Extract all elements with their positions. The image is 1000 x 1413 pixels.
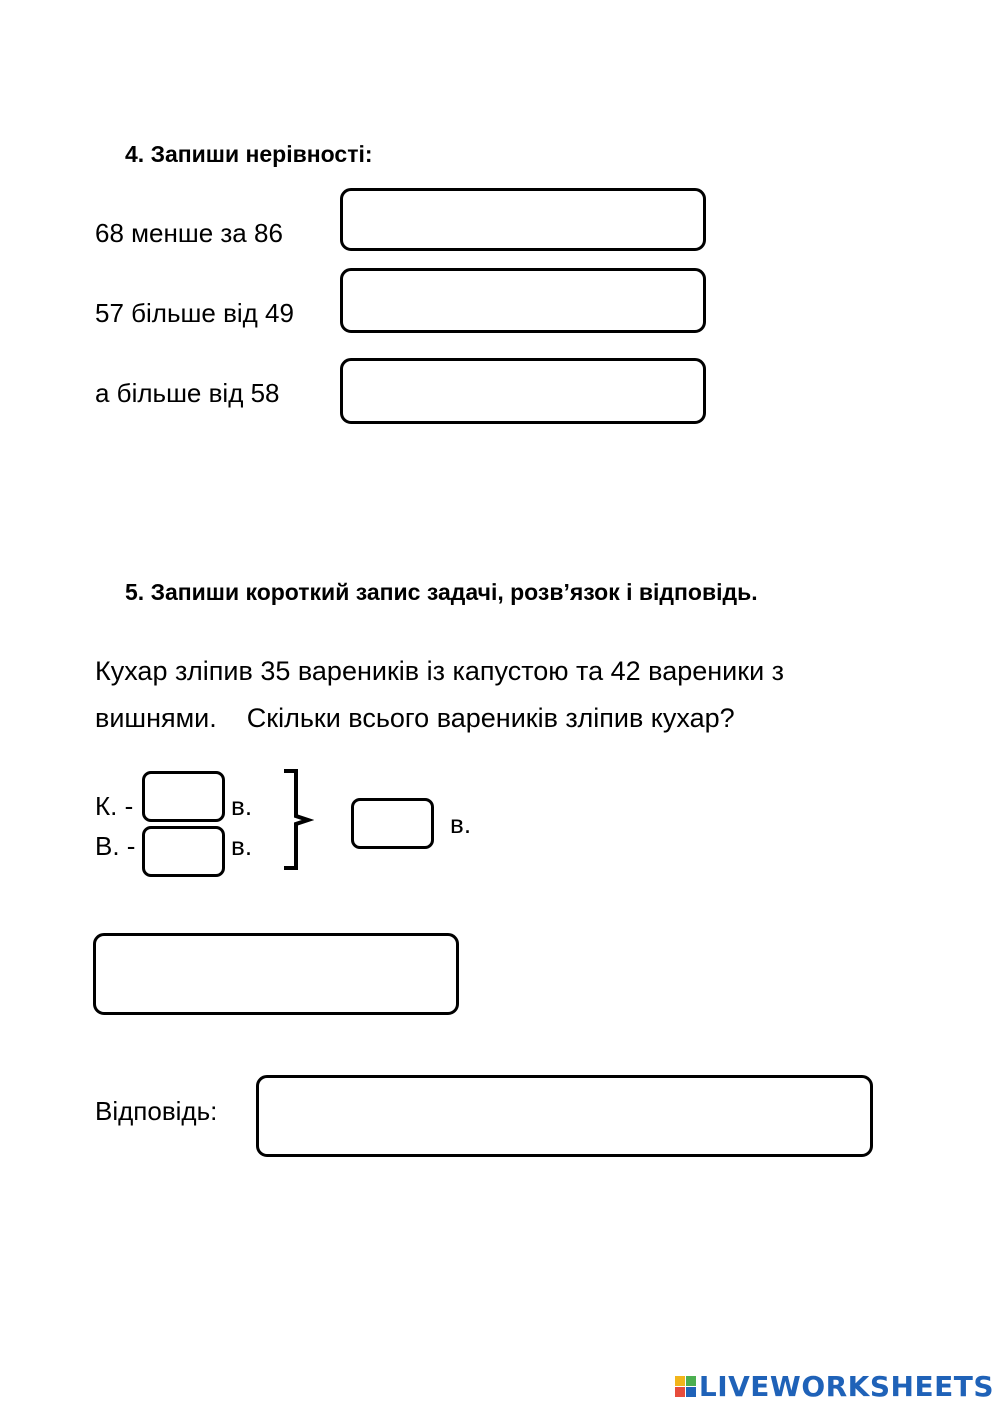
answer-label: Відповідь: bbox=[95, 1096, 218, 1126]
short-record-v-unit: в. bbox=[231, 831, 253, 861]
inequality-label-2: 57 більше від 49 bbox=[95, 298, 294, 328]
short-record-total-box[interactable] bbox=[351, 798, 434, 849]
short-record-v-prefix: В. - bbox=[95, 831, 136, 861]
answer-box[interactable] bbox=[256, 1075, 873, 1157]
short-record-k-prefix: К. - bbox=[95, 791, 134, 821]
logo-grid-icon bbox=[675, 1376, 696, 1397]
short-record-k-unit: в. bbox=[231, 791, 253, 821]
short-record-k-box[interactable] bbox=[142, 771, 225, 822]
inequality-label-3: а більше від 58 bbox=[95, 378, 280, 408]
inequality-answer-box-3[interactable] bbox=[340, 358, 706, 424]
solution-box[interactable] bbox=[93, 933, 459, 1015]
short-record-v-box[interactable] bbox=[142, 826, 225, 877]
section-4-heading: 4. Запиши нерівності: bbox=[125, 141, 373, 167]
logo-text: LIVEWORKSHEETS bbox=[698, 1370, 994, 1403]
curly-bracket-icon bbox=[280, 768, 314, 872]
problem-text-line-1: Кухар зліпив 35 вареників із капустою та 42 вареники з bbox=[95, 656, 785, 686]
inequality-answer-box-2[interactable] bbox=[340, 268, 706, 333]
liveworksheets-logo bbox=[675, 1370, 994, 1403]
section-5-heading: 5. Запиши короткий запис задачі, розв’язок і відповідь. bbox=[125, 579, 758, 605]
problem-text-line-2: вишнями. Скільки всього вареників зліпив кухар? bbox=[95, 703, 735, 733]
inequality-label-1: 68 менше за 86 bbox=[95, 218, 283, 248]
short-record-total-unit: в. bbox=[450, 809, 472, 839]
inequality-answer-box-1[interactable] bbox=[340, 188, 706, 251]
